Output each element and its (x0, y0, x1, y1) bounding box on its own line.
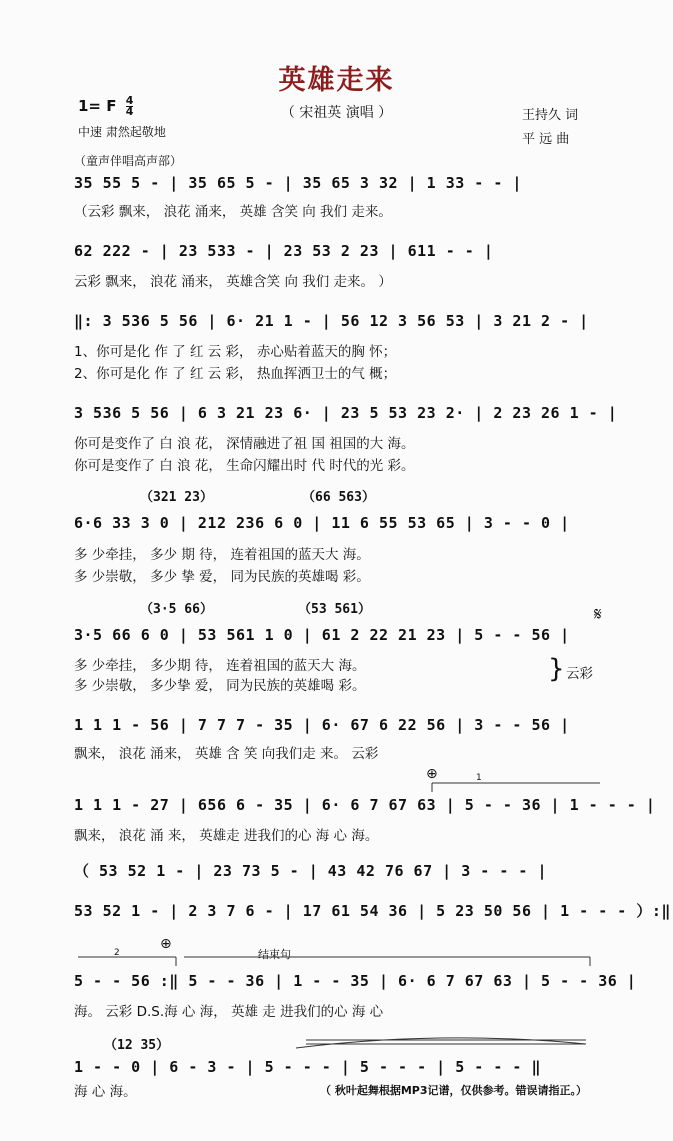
part-label: （童声伴唱高声部） (74, 154, 183, 168)
lyric-row: 飘来， 浪花 涌 来， 英雄走 进我们的心 海 心 海。 (74, 828, 379, 844)
lyric-row-verse-1: 多 少牵挂， 多少期 待， 连着祖国的蓝天大 海。 (74, 658, 366, 674)
segno-icon: 𝄋 (594, 604, 602, 625)
notation-row: 53 52 1 - | 2 3 7 6 - | 17 61 54 36 | 5 23 50 56 | 1 - - - ）:‖ (74, 902, 671, 920)
notation-row: 35 55 5 - | 35 65 5 - | 35 65 3 32 | 1 33 - - | (74, 174, 522, 192)
performer-line: （ 宋祖英 演唱 ） (280, 105, 393, 121)
time-sig-top: 4 (125, 94, 134, 107)
composer-credit: 平 远 曲 (522, 132, 570, 147)
lyric-row-verse-1: 你可是变作了 白 浪 花， 深情融进了祖 国 祖国的大 海。 (74, 436, 415, 452)
lyric-row: 海 心 海。 (74, 1084, 137, 1100)
notation-row: 6·6 33 3 0 | 212 236 6 0 | 11 6 55 53 65 | 3 - - 0 | (74, 514, 570, 532)
lyric-row-verse-2: 你可是变作了 白 浪 花， 生命闪耀出时 代 时代的光 彩。 (74, 458, 415, 474)
time-sig-bottom: 4 (125, 105, 134, 118)
harmony-part: （321 23） (140, 490, 213, 505)
lyric-row-verse-1: 1、你可是化 作 了 红 云 彩， 赤心贴着蓝天的胸 怀； (74, 344, 397, 360)
harmony-part: （3·5 66） (140, 602, 213, 617)
transcription-note: （ 秋叶起舞根据MP3记谱，仅供参考。错误请指正。） (320, 1084, 587, 1097)
notation-row: 1 1 1 - 56 | 7 7 7 - 35 | 6· 67 6 22 56 | 3 - - 56 | (74, 716, 570, 734)
harmony-part: （66 563） (302, 490, 375, 505)
lyric-row-verse-2: 2、你可是化 作 了 红 云 彩， 热血挥洒卫士的气 概； (74, 366, 397, 382)
final-tie (296, 1038, 586, 1048)
volta-number: 2 (114, 948, 120, 958)
lyric-row-verse-1: 多 少牵挂， 多少 期 待， 连着祖国的蓝天大 海。 (74, 547, 370, 563)
notation-row: 1 1 1 - 27 | 656 6 - 35 | 6· 6 7 67 63 | 5 - - 36 | 1 - - - | (74, 796, 656, 814)
lyric-row: （云彩 飘来， 浪花 涌来， 英雄 含笑 向 我们 走来。 (74, 204, 392, 220)
lyric-row-verse-2: 多 少崇敬， 多少挚 爱， 同为民族的英雄喝 彩。 (74, 678, 366, 694)
lyric-row: 飘来， 浪花 涌来， 英雄 含 笑 向我们走 来。 云彩 (74, 746, 379, 762)
lyric-row: 海。 云彩 D.S.海 心 海， 英雄 走 进我们的心 海 心 (74, 1004, 384, 1020)
side-lyric: 云彩 (566, 666, 593, 682)
harmony-part: （53 561） (298, 602, 371, 617)
harmony-part: （12 35） (104, 1038, 170, 1053)
notation-row: 62 222 - | 23 533 - | 23 53 2 23 | 611 - - | (74, 242, 494, 260)
notation-row: 3·5 66 6 0 | 53 561 1 0 | 61 2 22 21 23 | 5 - - 56 | (74, 626, 570, 644)
lyricist-credit: 王持久 词 (522, 108, 579, 123)
coda-icon: ⊕ (160, 936, 172, 952)
lyric-row: 云彩 飘来， 浪花 涌来， 英雄含笑 向 我们 走来。 ） (74, 274, 392, 290)
notation-row: 1 - - 0 | 6 - 3 - | 5 - - - | 5 - - - | 5 - - - ‖ (74, 1058, 542, 1076)
brace-icon: } (548, 654, 565, 684)
tempo-marking: 中速 肃然起敬地 (78, 125, 166, 139)
volta-number: 1 (476, 773, 482, 783)
notation-row: ‖: 3 536 5 56 | 6· 21 1 - | 56 12 3 56 53 | 3 21 2 - | (74, 312, 589, 330)
coda-icon: ⊕ (426, 766, 438, 782)
song-title: 英雄走来 (278, 65, 395, 96)
lyric-row-verse-2: 多 少崇敬， 多少 挚 爱， 同为民族的英雄喝 彩。 (74, 569, 370, 585)
notation-row: （ 53 52 1 - | 23 73 5 - | 43 42 76 67 | 3 - - - | (74, 862, 547, 880)
ending-label: 结束句 (258, 948, 291, 961)
notation-row: 5 - - 56 :‖ 5 - - 36 | 1 - - 35 | 6· 6 7 67 63 | 5 - - 36 | (74, 972, 637, 990)
notation-row: 3 536 5 56 | 6 3 21 23 6· | 23 5 53 23 2· | 2 23 26 1 - | (74, 404, 618, 422)
key-sig-text: 1= F (78, 97, 117, 115)
